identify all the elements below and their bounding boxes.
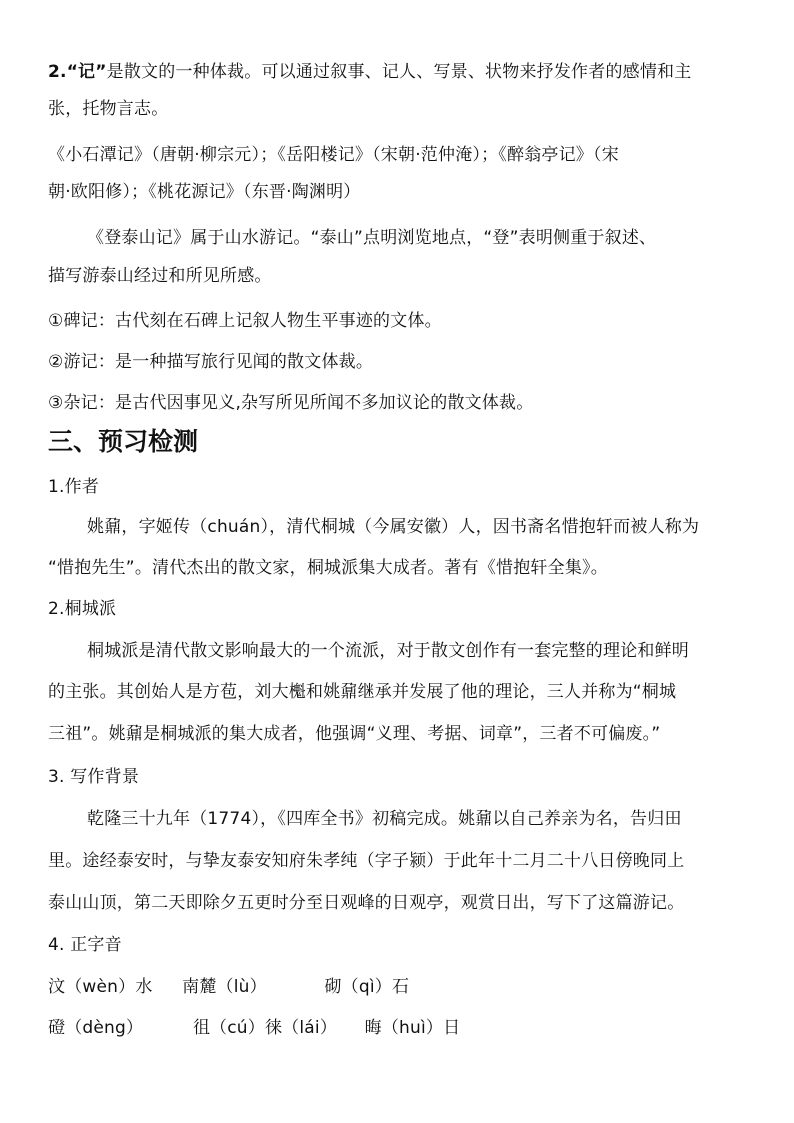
background-line3: 泰山山顶，第二天即除夕五更时分至日观峰的日观亭，观赏日出，写下了这篇游记。: [48, 893, 685, 913]
type-item-travel: ②游记：是一种描写旅行见闻的散文体裁。: [48, 352, 374, 372]
section2-line1-text: 是散文的一种体裁。可以通过叙事、记人、写景、状物来抒发作者的感情和主: [106, 62, 692, 82]
tongcheng-line3: 三祖”。姚鼐是桐城派的集大成者，他强调“义理、考据、词章”，三者不可偏废。”: [48, 724, 661, 744]
author-line2: “惜抱先生”。清代杰出的散文家，桐城派集大成者。著有《惜抱轩全集》。: [48, 558, 608, 578]
tongcheng-title: 2.桐城派: [48, 599, 117, 619]
tongcheng-line1: 桐城派是清代散文影响最大的一个流派，对于散文创作有一套完整的理论和鲜明: [87, 641, 689, 661]
section2-line1: [48, 60, 748, 84]
background-line2: 里。途经泰安时，与挚友泰安知府朱孝纯（字子颍）于此年十二月二十八日傍晚同上: [48, 851, 685, 871]
section3-heading: 三、预习检测: [48, 427, 199, 456]
section2-line2: 张，托物言志。: [48, 99, 169, 119]
pronunciation-item: 南麓（lù）: [182, 977, 267, 997]
pronunciation-item: 徂（cú）徕（lái）: [192, 1018, 338, 1038]
pronunciation-item: 砌（qì）石: [324, 977, 410, 997]
background-line1: 乾隆三十九年（1774），《四库全书》初稿完成。姚鼐以自己养亲为名，告归田: [87, 809, 682, 829]
taishan-line2: 描写游泰山经过和所见所感。: [48, 266, 272, 286]
section2-term: “记”: [66, 62, 107, 82]
pronunciation-row2: [48, 1016, 748, 1040]
examples-line2: 朝·欧阳修）；《桃花源记》（东晋·陶渊明）: [48, 182, 361, 202]
section2-number: 2.: [48, 62, 67, 82]
author-title: 1.作者: [48, 477, 100, 497]
pronunciation-item: 晦（huì）日: [364, 1018, 461, 1038]
pronunciation-title: 4. 正字音: [48, 935, 122, 955]
tongcheng-line2: 的主张。其创始人是方苞，刘大櫆和姚鼐继承并发展了他的理论，三人并称为“桐城: [48, 682, 677, 702]
pronunciation-item: 磴（dèng）: [48, 1018, 144, 1038]
type-item-stele: ①碑记：古代刻在石碑上记叙人物生平事迹的文体。: [48, 311, 442, 331]
taishan-line1: 《登泰山记》属于山水游记。“泰山”点明浏览地点，“登”表明侧重于叙述、: [87, 228, 657, 248]
type-item-misc: ③杂记：是古代因事见义,杂写所见所闻不多加议论的散文体裁。: [48, 393, 534, 413]
examples-line1: 《小石潭记》（唐朝·柳宗元）；《岳阳楼记》（宋朝·范仲淹）；《醉翁亭记》（宋: [48, 145, 619, 165]
pronunciation-row1: [48, 975, 748, 999]
background-title: 3. 写作背景: [48, 767, 140, 787]
pronunciation-item: 汶（wèn）水: [48, 977, 153, 997]
author-line1: 姚鼐，字姬传（chuán），清代桐城（今属安徽）人，因书斋名惜抱轩而被人称为: [87, 517, 700, 537]
